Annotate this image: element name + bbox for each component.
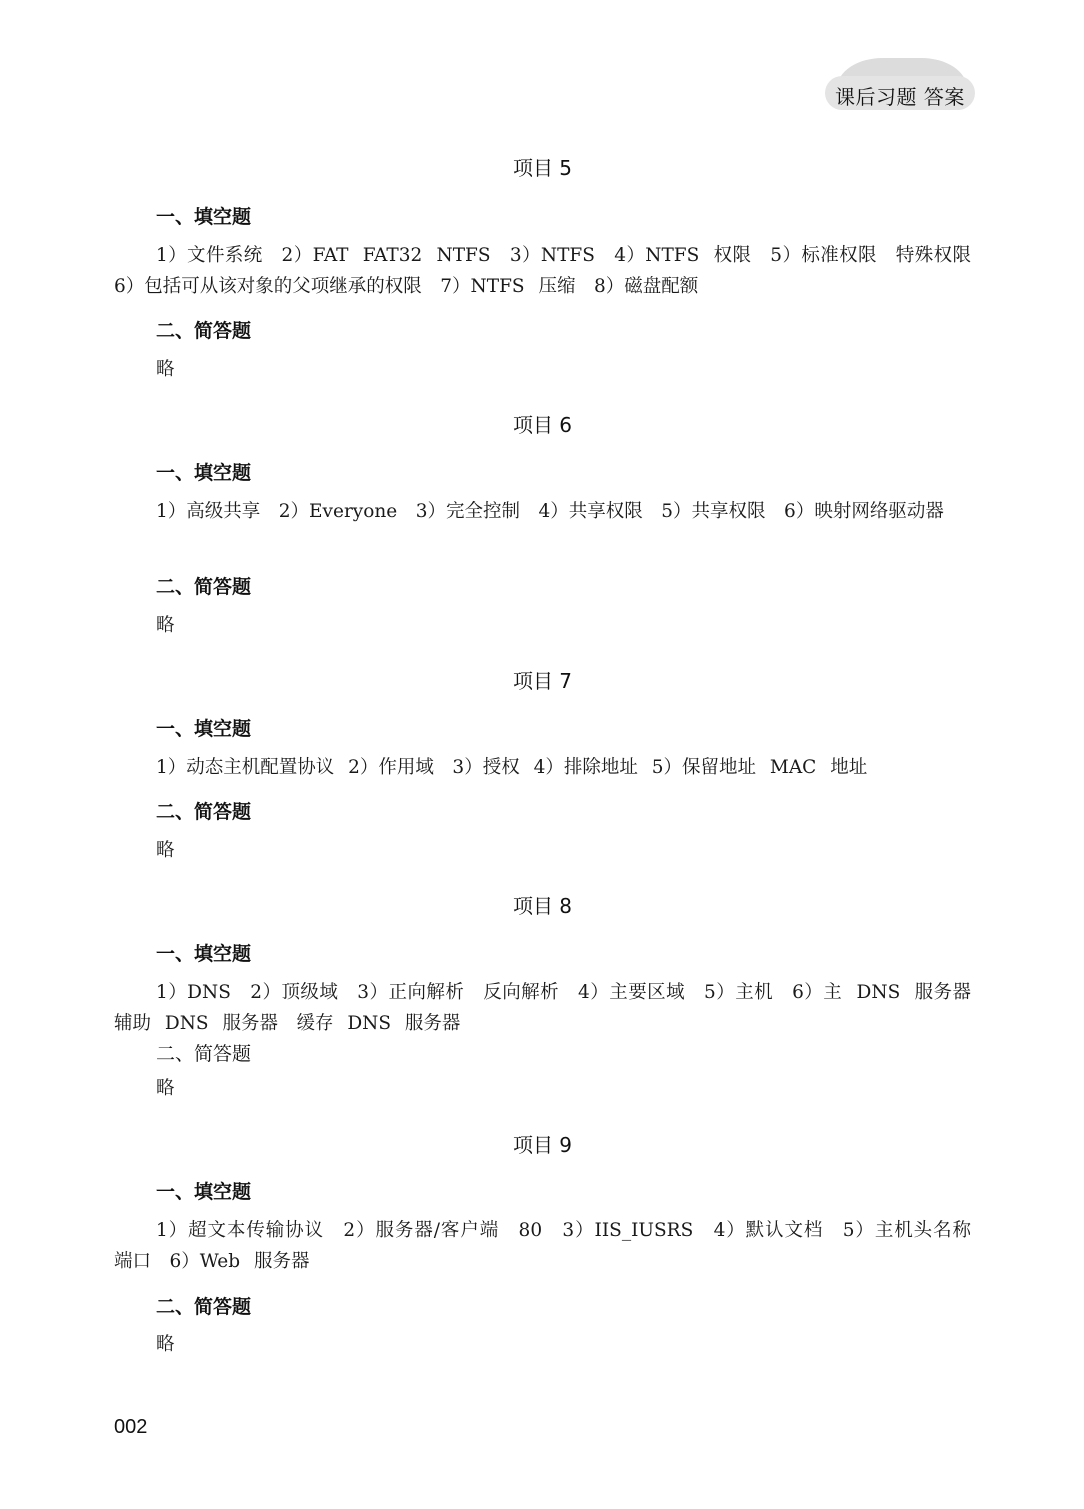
page-number: 002 — [114, 1416, 148, 1438]
section-title-5: 项目 5 — [512, 156, 573, 180]
fill-text-6: 1）高级共享 2）Everyone 3）完全控制 4）共享权限 5）共享权限 6）映射网络驱动器 — [156, 501, 944, 522]
short-heading-5: 二、简答题 — [156, 320, 252, 342]
fill-heading-7: 一、填空题 — [156, 718, 252, 740]
section-title-7: 项目 7 — [512, 669, 573, 693]
short-answer-9: 略 — [156, 1334, 175, 1355]
fill-text-7: 1）动态主机配置协议 2）作用域 3）授权 4）排除地址 5）保留地址 MAC 地址 — [156, 757, 868, 778]
fill-heading-9: 一、填空题 — [156, 1181, 252, 1203]
short-answer-6: 略 — [156, 615, 175, 636]
fill-text-5: 1）文件系统 2）FAT FAT32 NTFS 3）NTFS 4）NTFS 权限 5）标准权限 特殊权限 6）包括可从该对象的父项继承的权限 7）NTFS 压缩 8）磁盘配额 — [114, 245, 990, 297]
short-heading-8: 二、简答题 — [156, 1043, 252, 1065]
short-heading-6: 二、简答题 — [156, 576, 252, 598]
short-heading-9: 二、简答题 — [156, 1296, 252, 1318]
fill-text-9: 1）超文本传输协议 2）服务器/客户端 80 3）IIS_IUSRS 4）默认文档 5）主机头名称 端口 6）Web 服务器 — [114, 1220, 990, 1272]
fill-heading-5: 一、填空题 — [156, 206, 252, 228]
short-answer-7: 略 — [156, 840, 175, 861]
section-title-9: 项目 9 — [512, 1133, 573, 1157]
section-title-6: 项目 6 — [512, 413, 573, 437]
short-answer-5: 略 — [156, 359, 175, 380]
badge-label: 课后习题 答案 — [835, 85, 965, 109]
short-heading-7: 二、简答题 — [156, 801, 252, 823]
section-title-8: 项目 8 — [512, 894, 573, 918]
fill-heading-6: 一、填空题 — [156, 462, 252, 484]
fill-heading-8: 一、填空题 — [156, 943, 252, 965]
fill-text-8: 1）DNS 2）顶级域 3）正向解析 反向解析 4）主要区域 5）主机 6）主 DNS 服务器 辅助 DNS 服务器 缓存 DNS 服务器 — [114, 982, 990, 1034]
short-answer-8: 略 — [156, 1078, 175, 1099]
header-badge — [825, 58, 975, 110]
